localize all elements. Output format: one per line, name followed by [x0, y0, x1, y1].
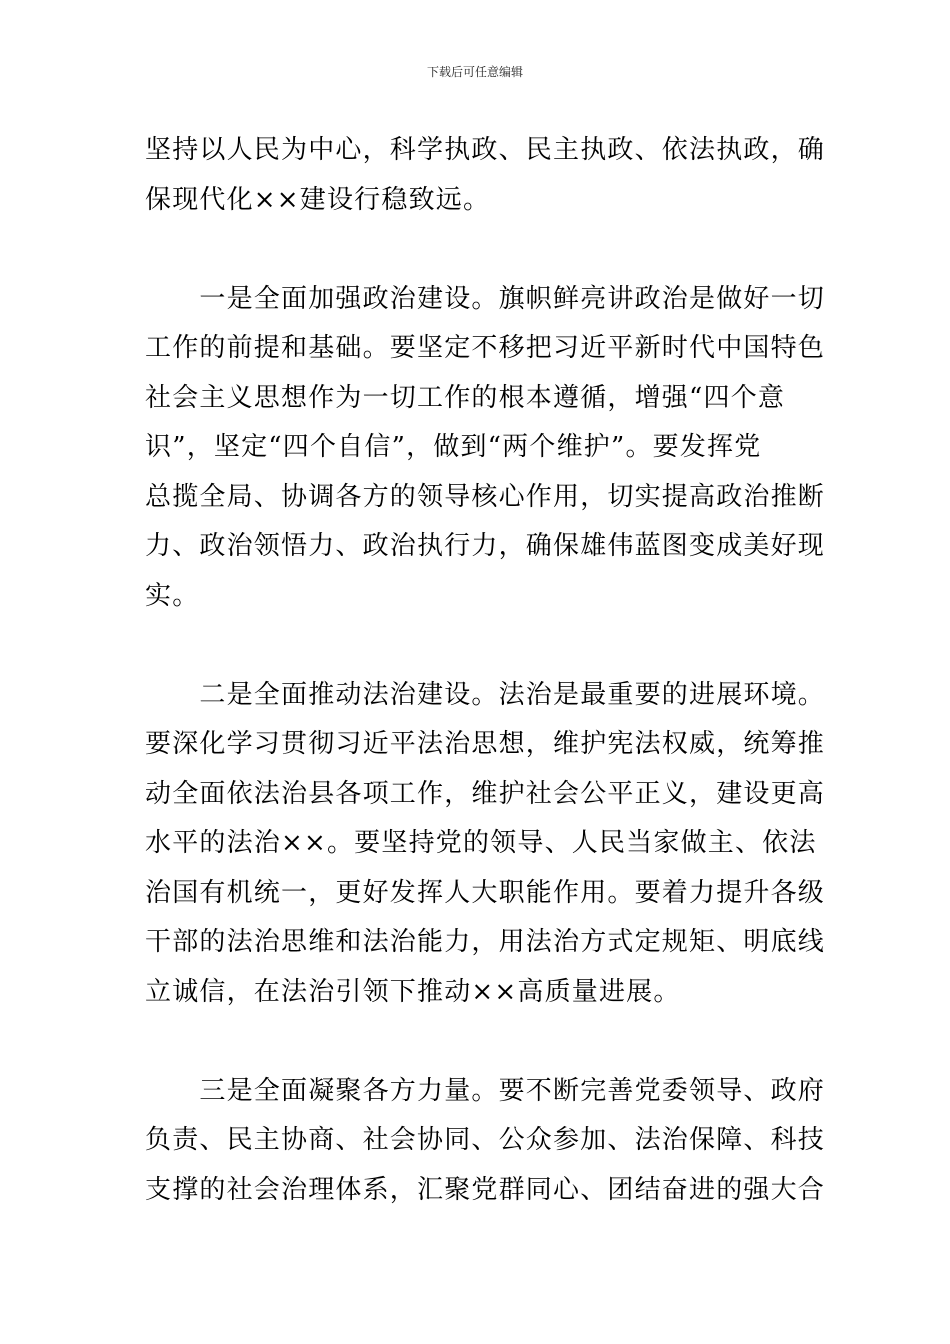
- text-line: 支撑的社会治理体系，汇聚党群同心、团结奋进的强大合: [145, 1174, 826, 1205]
- text-line: 坚持以人民为中心，科学执政、民主执政、依法执政，确: [145, 135, 826, 165]
- text-line: 二是全面推动法治建设。法治是最重要的进展环境。: [145, 679, 826, 710]
- text-line: 立诚信，在法治引领下推动××高质量进展。: [145, 976, 681, 1007]
- document-body: [145, 126, 826, 1215]
- text-line: 水平的法治××。要坚持党的领导、人民当家做主、依法: [145, 828, 817, 858]
- text-line: 实。: [145, 580, 200, 611]
- text-line: 负责、民主协商、社会协同、公众参加、法治保障、科技: [145, 1125, 826, 1155]
- text-line: 干部的法治思维和法治能力，用法治方式定规矩、明底线: [145, 927, 826, 957]
- text-line: 要深化学习贯彻习近平法治思想，维护宪法权威，统筹推: [145, 729, 826, 759]
- text-line: 治国有机统一，更好发挥人大职能作用。要着力提升各级: [145, 877, 826, 908]
- text-line: 力、政治领悟力、政治执行力，确保雄伟蓝图变成美好现: [145, 531, 826, 561]
- text-line: 社会主义思想作为一切工作的根本遵循，增强“四个意: [145, 382, 786, 413]
- paragraph-gap: [145, 1017, 810, 1067]
- text-line: 总揽全局、协调各方的领导核心作用，切实提高政治推断: [145, 481, 826, 512]
- paragraph-political-construction: [145, 275, 826, 622]
- text-line: 工作的前提和基础。要坚定不移把习近平新时代中国特色: [145, 333, 826, 363]
- text-line: 识”，坚定“四个自信”，做到“两个维护”。要发挥党: [145, 432, 762, 462]
- paragraph-rule-of-law: [145, 671, 826, 1018]
- text-line: 三是全面凝聚各方力量。要不断完善党委领导、政府: [145, 1075, 826, 1106]
- text-line: 动全面依法治县各项工作，维护社会公平正义，建设更高: [145, 778, 826, 809]
- paragraph-intro: [145, 126, 826, 225]
- page-header: 下载后可任意编辑: [426, 65, 523, 79]
- text-line: 一是全面加强政治建设。旗帜鲜亮讲政治是做好一切: [145, 283, 826, 314]
- paragraph-gap: [145, 621, 810, 671]
- text-line: 保现代化××建设行稳致远。: [145, 184, 491, 215]
- paragraph-unite-forces: [145, 1067, 826, 1216]
- paragraph-gap: [145, 225, 810, 275]
